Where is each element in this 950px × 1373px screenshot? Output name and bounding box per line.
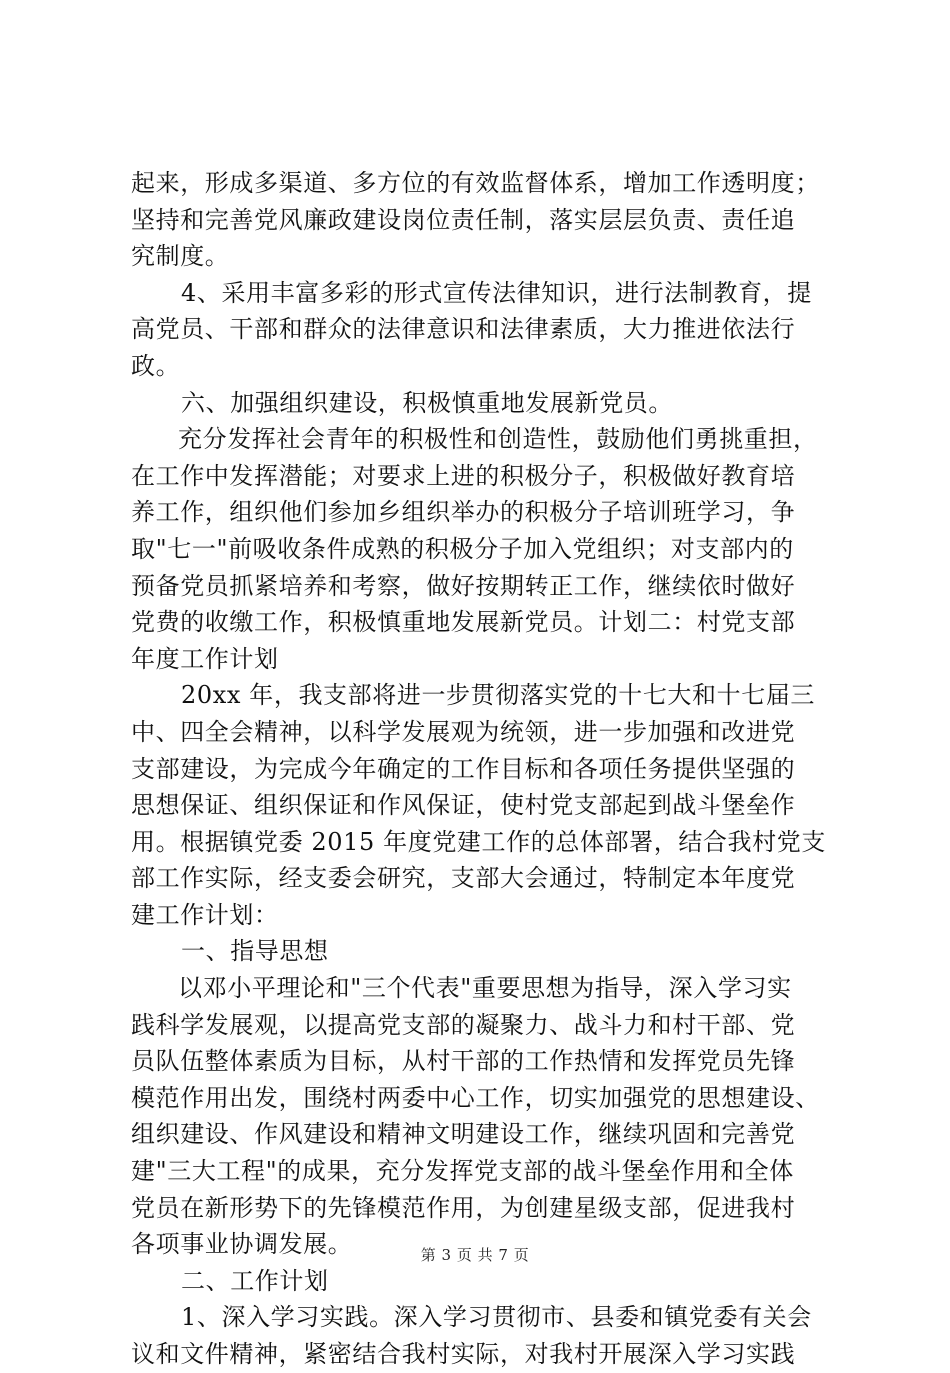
- paragraph-first-line: 充分发挥社会青年的积极性和创造性，鼓励他们勇挑重担，: [178, 425, 818, 454]
- text-line: 在工作中发挥潜能；对要求上进的积极分子，积极做好教育培: [131, 461, 796, 490]
- text-line: 高党员、干部和群众的法律意识和法律素质，大力推进依法行: [131, 315, 796, 344]
- text-line: 养工作，组织他们参加乡组织举办的积极分子培训班学习，争: [131, 498, 796, 527]
- text-line: 政。: [131, 351, 181, 380]
- text-line: 起来，形成多渠道、多方位的有效监督体系，增加工作透明度；: [131, 169, 820, 197]
- document-body: [131, 165, 831, 1373]
- text-line: 思想保证、组织保证和作风保证，使村党支部起到战斗堡垒作: [131, 791, 796, 820]
- text-line: 模范作用出发，围绕村两委中心工作，切实加强党的思想建设、: [131, 1083, 820, 1112]
- paragraph-first-line: 20xx 年，我支部将进一步贯彻落实党的十七大和十七届三: [181, 681, 816, 710]
- text-line: 中、四全会精神，以科学发展观为统领，进一步加强和改进党: [131, 717, 796, 746]
- section-heading: 六、加强组织建设，积极慎重地发展新党员。: [181, 388, 673, 417]
- text-line: 党员在新形势下的先锋模范作用，为创建星级支部，促进我村: [131, 1193, 796, 1222]
- page-number-footer: 第 3 页 共 7 页: [420, 1246, 530, 1264]
- text-line: 践科学发展观，以提高党支部的凝聚力、战斗力和村干部、党: [131, 1010, 796, 1039]
- text-line: 支部建设，为完成今年确定的工作目标和各项任务提供坚强的: [131, 754, 796, 783]
- paragraph-first-line: 1、深入学习实践。深入学习贯彻市、县委和镇党委有关会: [181, 1303, 812, 1332]
- text-line: 员队伍整体素质为目标，从村干部的工作热情和发挥党员先锋: [131, 1047, 796, 1076]
- paragraph-first-line: 4、采用丰富多彩的形式宣传法律知识，进行法制教育，提: [181, 278, 812, 307]
- paragraph-first-line: 以邓小平理论和"三个代表"重要思想为指导，深入学习实: [178, 974, 792, 1003]
- text-line: 取"七一"前吸收条件成熟的积极分子加入党组织；对支部内的: [131, 534, 794, 563]
- section-heading: 一、指导思想: [181, 937, 329, 966]
- text-line: 部工作实际，经支委会研究，支部大会通过，特制定本年度党: [131, 864, 796, 893]
- text-line: 坚持和完善党风廉政建设岗位责任制，落实层层负责、责任追: [131, 205, 796, 234]
- text-line: 各项事业协调发展。: [131, 1230, 353, 1259]
- text-line: 年度工作计划: [131, 644, 279, 673]
- text-line: 组织建设、作风建设和精神文明建设工作，继续巩固和完善党: [131, 1120, 796, 1149]
- section-heading: 二、工作计划: [181, 1266, 329, 1295]
- text-line: 用。根据镇党委 2015 年度党建工作的总体部署，结合我村党支: [131, 827, 826, 856]
- text-line: 预备党员抓紧培养和考察，做好按期转正工作，继续依时做好: [131, 571, 796, 600]
- text-line: 建"三大工程"的成果，充分发挥党支部的战斗堡垒作用和全体: [131, 1157, 794, 1186]
- text-line: 党费的收缴工作，积极慎重地发展新党员。计划二：村党支部: [131, 608, 796, 637]
- text-line: 建工作计划：: [131, 900, 279, 929]
- text-line: 议和文件精神，紧密结合我村实际，对我村开展深入学习实践: [131, 1340, 796, 1368]
- text-line: 究制度。: [131, 242, 230, 271]
